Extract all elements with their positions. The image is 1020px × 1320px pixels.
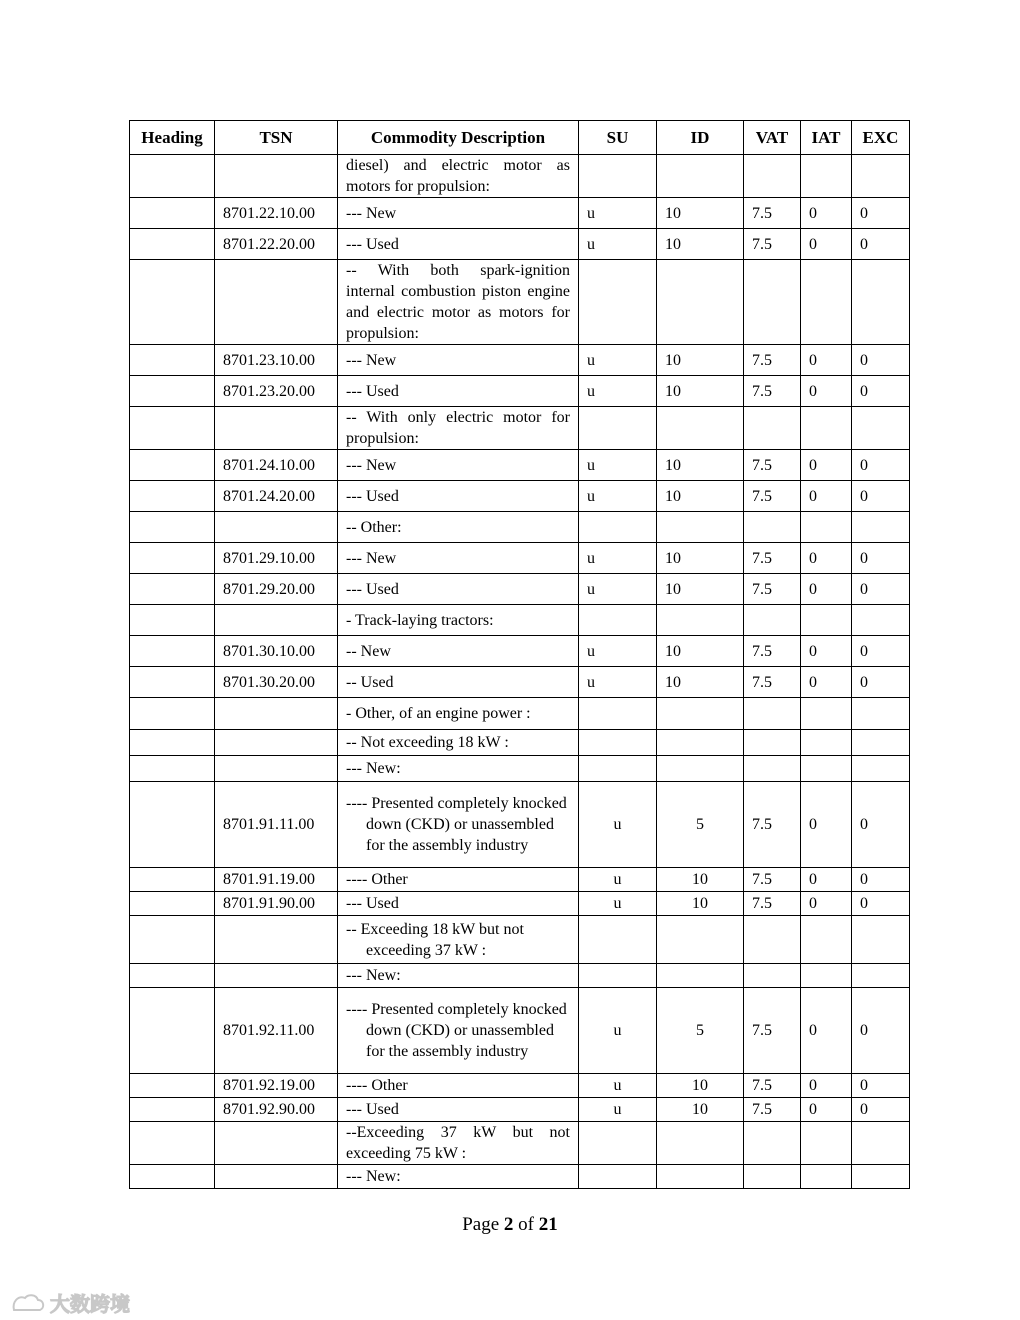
cell-iat: 0 <box>801 198 852 229</box>
page-label: Page <box>462 1214 500 1235</box>
cell-id <box>657 260 744 345</box>
cell-id <box>657 407 744 450</box>
cell-iat <box>801 155 852 198</box>
cell-tsn <box>215 512 338 543</box>
cell-iat: 0 <box>801 1074 852 1098</box>
cell-su: u <box>579 1098 657 1122</box>
table-row <box>130 260 910 345</box>
cell-iat: 0 <box>801 543 852 574</box>
cell-iat: 0 <box>801 667 852 698</box>
cell-exc: 0 <box>852 543 910 574</box>
cell-id: 10 <box>657 481 744 512</box>
cell-vat <box>744 155 801 198</box>
table-row <box>130 376 910 407</box>
cell-iat: 0 <box>801 636 852 667</box>
cell-su: u <box>579 892 657 916</box>
cell-vat <box>744 964 801 988</box>
cell-desc: --Exceeding 37 kW but not exceeding 75 kW : <box>338 1122 579 1165</box>
cell-su <box>579 260 657 345</box>
cell-id: 10 <box>657 1074 744 1098</box>
cell-su: u <box>579 198 657 229</box>
cell-exc: 0 <box>852 636 910 667</box>
cell-id: 10 <box>657 450 744 481</box>
cell-id: 10 <box>657 574 744 605</box>
table-row <box>130 407 910 450</box>
table-row <box>130 636 910 667</box>
cell-vat: 7.5 <box>744 481 801 512</box>
cell-su <box>579 698 657 730</box>
cell-exc: 0 <box>852 988 910 1074</box>
cell-id: 5 <box>657 782 744 868</box>
table-row <box>130 512 910 543</box>
cell-vat <box>744 260 801 345</box>
cell-heading <box>130 782 215 868</box>
cell-exc: 0 <box>852 574 910 605</box>
col-vat: VAT <box>744 121 801 155</box>
cell-tsn: 8701.23.20.00 <box>215 376 338 407</box>
cell-tsn <box>215 916 338 964</box>
cell-id <box>657 1165 744 1189</box>
cell-vat: 7.5 <box>744 667 801 698</box>
cell-heading <box>130 916 215 964</box>
cell-su: u <box>579 481 657 512</box>
cell-tsn: 8701.92.19.00 <box>215 1074 338 1098</box>
cell-tsn: 8701.22.10.00 <box>215 198 338 229</box>
cell-vat: 7.5 <box>744 198 801 229</box>
table-row <box>130 782 910 868</box>
cell-vat <box>744 512 801 543</box>
cell-su <box>579 155 657 198</box>
table-row <box>130 1098 910 1122</box>
cell-heading <box>130 1074 215 1098</box>
cell-heading <box>130 376 215 407</box>
cell-desc: --- Used <box>338 1098 579 1122</box>
cell-exc: 0 <box>852 229 910 260</box>
col-tsn: TSN <box>215 121 338 155</box>
cell-iat: 0 <box>801 892 852 916</box>
cell-iat: 0 <box>801 574 852 605</box>
cell-desc: --- Used <box>338 481 579 512</box>
table-row <box>130 450 910 481</box>
cell-vat <box>744 1122 801 1165</box>
cell-tsn <box>215 260 338 345</box>
cell-heading <box>130 730 215 756</box>
cell-heading <box>130 1165 215 1189</box>
cell-vat: 7.5 <box>744 574 801 605</box>
table-row <box>130 756 910 782</box>
table-row <box>130 988 910 1074</box>
cell-iat <box>801 1165 852 1189</box>
cell-heading <box>130 1098 215 1122</box>
cell-iat <box>801 916 852 964</box>
cell-vat: 7.5 <box>744 450 801 481</box>
cell-iat: 0 <box>801 345 852 376</box>
cell-exc: 0 <box>852 1074 910 1098</box>
cell-desc: --- Used <box>338 376 579 407</box>
cell-tsn <box>215 964 338 988</box>
col-su: SU <box>579 121 657 155</box>
cell-desc: -- New <box>338 636 579 667</box>
cell-id: 10 <box>657 376 744 407</box>
cell-su <box>579 730 657 756</box>
table-row <box>130 916 910 964</box>
cell-tsn: 8701.23.10.00 <box>215 345 338 376</box>
cell-exc <box>852 1165 910 1189</box>
watermark <box>10 1288 130 1317</box>
cell-exc: 0 <box>852 450 910 481</box>
cell-exc <box>852 512 910 543</box>
cell-desc: - Track-laying tractors: <box>338 605 579 636</box>
cell-id: 10 <box>657 892 744 916</box>
cell-iat: 0 <box>801 229 852 260</box>
cell-vat: 7.5 <box>744 636 801 667</box>
cell-id <box>657 916 744 964</box>
cell-heading <box>130 481 215 512</box>
cell-iat: 0 <box>801 1098 852 1122</box>
cell-heading <box>130 407 215 450</box>
watermark-logo-icon <box>10 1292 46 1314</box>
cell-desc: -- With only electric motor for propulsion: <box>338 407 579 450</box>
cell-su: u <box>579 1074 657 1098</box>
table-row <box>130 892 910 916</box>
cell-desc: diesel) and electric motor as motors for propulsion: <box>338 155 579 198</box>
cell-desc: ---- Presented completely knocked down (CKD) or unassembled for the assembly industry <box>338 782 579 868</box>
cell-heading <box>130 260 215 345</box>
cell-tsn: 8701.29.20.00 <box>215 574 338 605</box>
cell-exc: 0 <box>852 782 910 868</box>
cell-id: 10 <box>657 345 744 376</box>
table-row <box>130 345 910 376</box>
cell-tsn <box>215 407 338 450</box>
cell-vat <box>744 756 801 782</box>
table-row <box>130 730 910 756</box>
cell-exc: 0 <box>852 376 910 407</box>
cell-iat: 0 <box>801 376 852 407</box>
cell-su: u <box>579 667 657 698</box>
table-row <box>130 964 910 988</box>
cell-heading <box>130 1122 215 1165</box>
cell-id: 10 <box>657 667 744 698</box>
cell-heading <box>130 155 215 198</box>
cell-tsn: 8701.22.20.00 <box>215 229 338 260</box>
cell-su: u <box>579 543 657 574</box>
cell-exc <box>852 730 910 756</box>
cell-tsn: 8701.30.20.00 <box>215 667 338 698</box>
cell-su: u <box>579 868 657 892</box>
cell-exc <box>852 1122 910 1165</box>
cell-heading <box>130 605 215 636</box>
tariff-table <box>129 120 910 1189</box>
cell-vat: 7.5 <box>744 229 801 260</box>
cell-tsn: 8701.92.11.00 <box>215 988 338 1074</box>
cell-desc: -- Not exceeding 18 kW : <box>338 730 579 756</box>
table-row <box>130 155 910 198</box>
cell-desc: -- Exceeding 18 kW but not exceeding 37 kW : <box>338 916 579 964</box>
cell-vat <box>744 407 801 450</box>
cell-desc: ---- Other <box>338 868 579 892</box>
cell-su: u <box>579 636 657 667</box>
cell-iat: 0 <box>801 988 852 1074</box>
cell-su <box>579 1165 657 1189</box>
cell-vat: 7.5 <box>744 345 801 376</box>
cell-id <box>657 1122 744 1165</box>
table-row <box>130 1074 910 1098</box>
cell-desc: --- New: <box>338 1165 579 1189</box>
cell-vat: 7.5 <box>744 782 801 868</box>
page-number <box>0 1214 1020 1236</box>
cell-su: u <box>579 450 657 481</box>
table-row <box>130 574 910 605</box>
cell-tsn: 8701.30.10.00 <box>215 636 338 667</box>
table-row <box>130 543 910 574</box>
cell-tsn: 8701.29.10.00 <box>215 543 338 574</box>
cell-id <box>657 756 744 782</box>
cell-desc: --- Used <box>338 892 579 916</box>
table-row <box>130 605 910 636</box>
cell-heading <box>130 636 215 667</box>
cell-vat <box>744 605 801 636</box>
cell-iat <box>801 1122 852 1165</box>
cell-desc: --- New <box>338 345 579 376</box>
cell-tsn: 8701.91.90.00 <box>215 892 338 916</box>
cell-heading <box>130 868 215 892</box>
cell-tsn <box>215 1165 338 1189</box>
cell-id <box>657 605 744 636</box>
of-label: of <box>518 1214 534 1235</box>
cell-heading <box>130 964 215 988</box>
cell-exc: 0 <box>852 481 910 512</box>
cell-tsn: 8701.92.90.00 <box>215 1098 338 1122</box>
cell-vat: 7.5 <box>744 1098 801 1122</box>
table-row <box>130 1165 910 1189</box>
cell-vat <box>744 916 801 964</box>
cell-vat: 7.5 <box>744 1074 801 1098</box>
cell-heading <box>130 574 215 605</box>
cell-tsn <box>215 1122 338 1165</box>
table-row <box>130 698 910 730</box>
cell-id: 10 <box>657 636 744 667</box>
cell-iat <box>801 512 852 543</box>
cell-desc: --- Used <box>338 229 579 260</box>
page-current: 2 <box>503 1214 514 1235</box>
cell-exc <box>852 964 910 988</box>
cell-id: 10 <box>657 198 744 229</box>
cell-tsn <box>215 756 338 782</box>
cell-iat <box>801 964 852 988</box>
cell-desc: --- New <box>338 450 579 481</box>
cell-desc: --- New <box>338 198 579 229</box>
cell-su: u <box>579 376 657 407</box>
cell-iat: 0 <box>801 450 852 481</box>
cell-id <box>657 698 744 730</box>
cell-su <box>579 964 657 988</box>
cell-su <box>579 605 657 636</box>
cell-su: u <box>579 345 657 376</box>
cell-iat <box>801 407 852 450</box>
cell-su <box>579 916 657 964</box>
cell-heading <box>130 892 215 916</box>
cell-tsn <box>215 605 338 636</box>
cell-exc: 0 <box>852 892 910 916</box>
cell-id: 10 <box>657 229 744 260</box>
table-row <box>130 1122 910 1165</box>
cell-exc <box>852 260 910 345</box>
watermark-text: 大数跨境 <box>50 1292 130 1316</box>
cell-heading <box>130 543 215 574</box>
cell-desc: --- New: <box>338 756 579 782</box>
cell-iat <box>801 605 852 636</box>
table-row <box>130 868 910 892</box>
cell-id: 5 <box>657 988 744 1074</box>
cell-iat <box>801 260 852 345</box>
cell-desc: ---- Presented completely knocked down (CKD) or unassembled for the assembly industry <box>338 988 579 1074</box>
cell-vat: 7.5 <box>744 988 801 1074</box>
cell-exc <box>852 605 910 636</box>
cell-tsn: 8701.91.19.00 <box>215 868 338 892</box>
cell-su <box>579 407 657 450</box>
cell-exc <box>852 155 910 198</box>
cell-desc: --- New: <box>338 964 579 988</box>
cell-vat <box>744 1165 801 1189</box>
cell-exc: 0 <box>852 667 910 698</box>
cell-exc: 0 <box>852 1098 910 1122</box>
cell-desc: --- Used <box>338 574 579 605</box>
cell-vat: 7.5 <box>744 892 801 916</box>
cell-tsn: 8701.91.11.00 <box>215 782 338 868</box>
cell-iat <box>801 730 852 756</box>
table-row <box>130 667 910 698</box>
cell-su: u <box>579 782 657 868</box>
cell-desc: -- Other: <box>338 512 579 543</box>
cell-iat <box>801 756 852 782</box>
cell-heading <box>130 345 215 376</box>
cell-id: 10 <box>657 1098 744 1122</box>
cell-id <box>657 730 744 756</box>
cell-iat: 0 <box>801 782 852 868</box>
cell-id <box>657 512 744 543</box>
cell-su: u <box>579 229 657 260</box>
table-row <box>130 198 910 229</box>
table-row <box>130 481 910 512</box>
cell-desc: -- With both spark-ignition internal combustion piston engine and electric motor as motors for propulsion: <box>338 260 579 345</box>
cell-exc <box>852 916 910 964</box>
col-iat: IAT <box>801 121 852 155</box>
cell-iat <box>801 698 852 730</box>
cell-tsn <box>215 698 338 730</box>
cell-desc: --- New <box>338 543 579 574</box>
cell-heading <box>130 988 215 1074</box>
cell-id <box>657 155 744 198</box>
cell-heading <box>130 229 215 260</box>
table-body <box>130 155 910 1189</box>
col-id: ID <box>657 121 744 155</box>
cell-vat: 7.5 <box>744 543 801 574</box>
table-row <box>130 229 910 260</box>
cell-exc: 0 <box>852 345 910 376</box>
col-heading: Heading <box>130 121 215 155</box>
cell-iat: 0 <box>801 481 852 512</box>
cell-tsn <box>215 155 338 198</box>
cell-exc <box>852 756 910 782</box>
cell-id <box>657 964 744 988</box>
cell-su <box>579 756 657 782</box>
cell-tsn <box>215 730 338 756</box>
cell-heading <box>130 198 215 229</box>
col-exc: EXC <box>852 121 910 155</box>
header-row <box>130 121 910 155</box>
page-total: 21 <box>538 1214 558 1235</box>
cell-su <box>579 512 657 543</box>
cell-desc: ---- Other <box>338 1074 579 1098</box>
cell-heading <box>130 512 215 543</box>
cell-vat <box>744 698 801 730</box>
cell-vat: 7.5 <box>744 868 801 892</box>
cell-desc: - Other, of an engine power : <box>338 698 579 730</box>
col-desc: Commodity Description <box>338 121 579 155</box>
cell-id: 10 <box>657 543 744 574</box>
cell-heading <box>130 756 215 782</box>
cell-exc <box>852 698 910 730</box>
cell-vat: 7.5 <box>744 376 801 407</box>
cell-su <box>579 1122 657 1165</box>
cell-tsn: 8701.24.20.00 <box>215 481 338 512</box>
cell-su: u <box>579 988 657 1074</box>
cell-id: 10 <box>657 868 744 892</box>
cell-iat: 0 <box>801 868 852 892</box>
cell-heading <box>130 667 215 698</box>
cell-exc: 0 <box>852 868 910 892</box>
cell-desc: -- Used <box>338 667 579 698</box>
cell-exc <box>852 407 910 450</box>
cell-heading <box>130 450 215 481</box>
cell-su: u <box>579 574 657 605</box>
cell-heading <box>130 698 215 730</box>
cell-vat <box>744 730 801 756</box>
cell-exc: 0 <box>852 198 910 229</box>
cell-tsn: 8701.24.10.00 <box>215 450 338 481</box>
